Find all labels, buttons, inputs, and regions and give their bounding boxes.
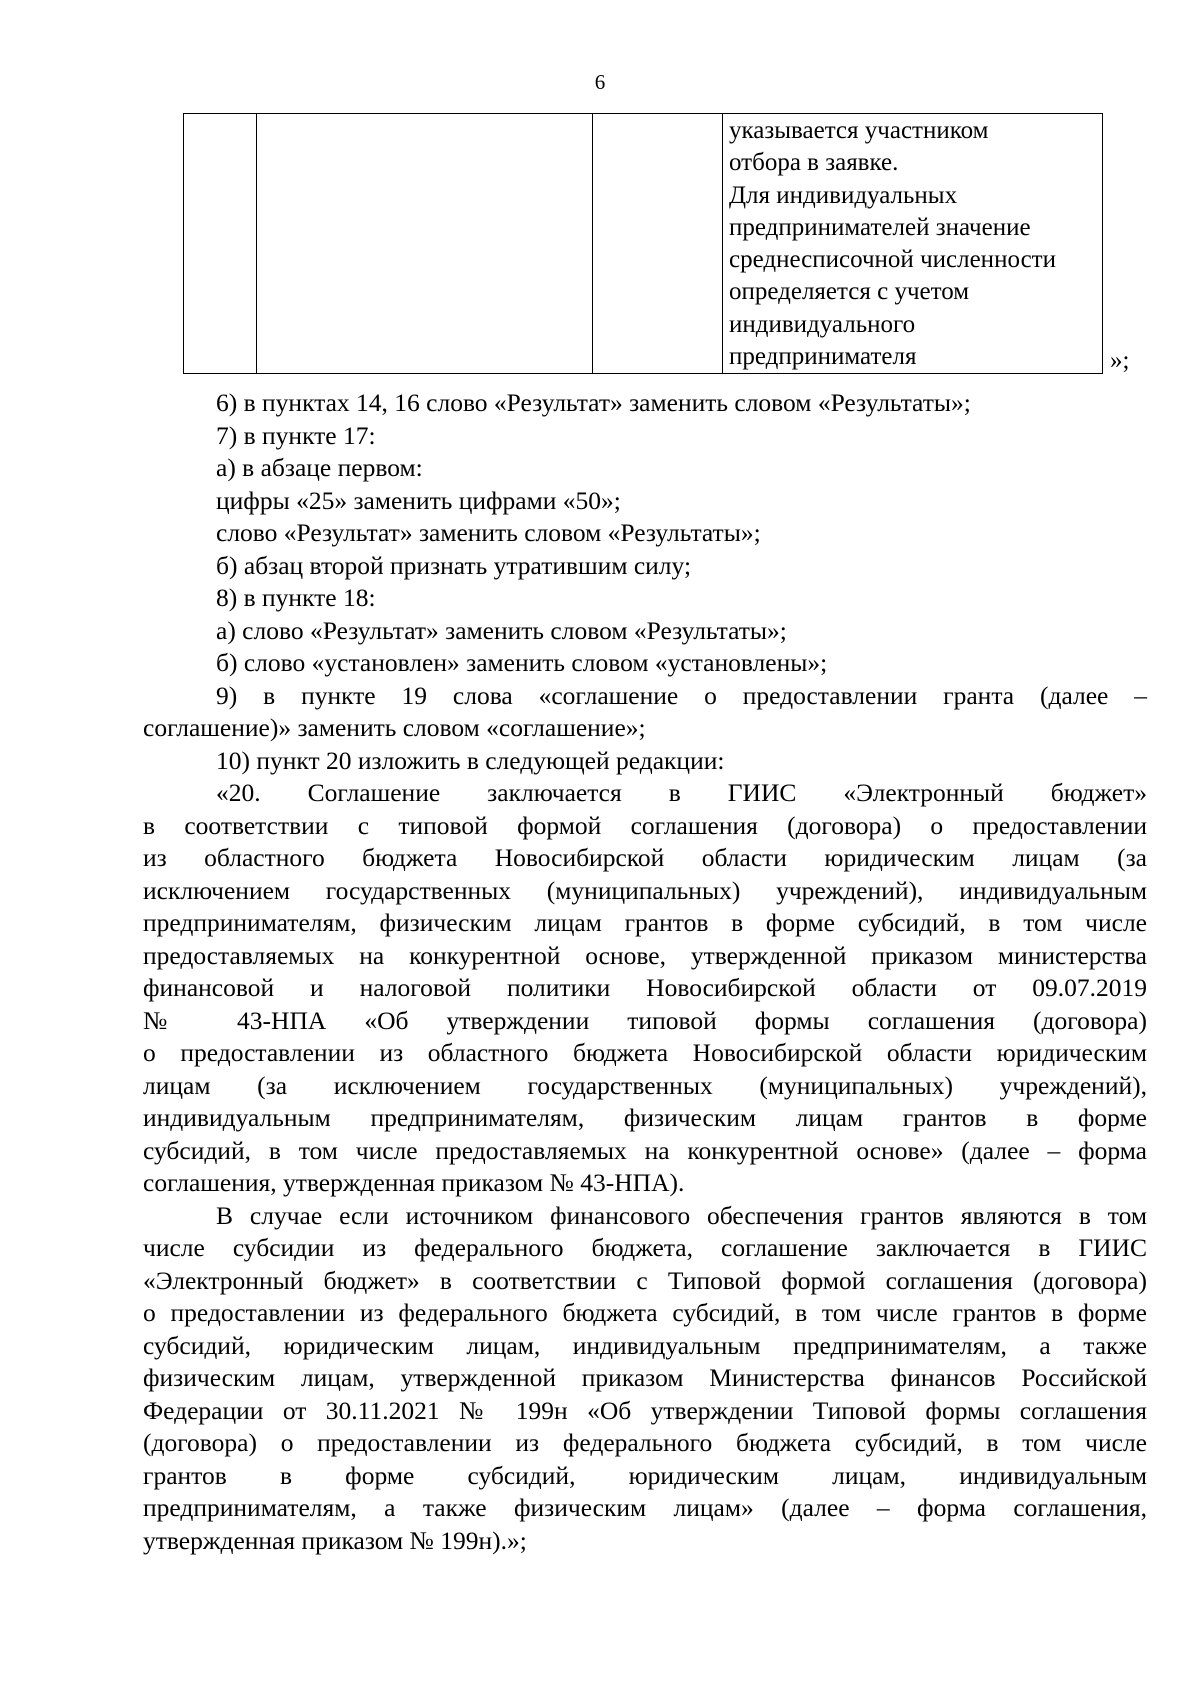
text-line: из областного бюджета Новосибирской области юридическим лицам (за — [143, 843, 1147, 872]
text-line: (договора) о предоставлении из федерального бюджета субсидий, в том числе — [143, 1428, 1147, 1457]
text-line: В случае если источником финансового обеспечения грантов являются в том — [216, 1200, 1147, 1230]
page-number: 6 — [594, 70, 606, 94]
text-line: соглашение)» заменить словом «соглашение»; — [143, 713, 646, 742]
text-line: числе субсидии из федерального бюджета, соглашение заключается в ГИИС — [143, 1233, 1147, 1262]
text-line: физическим лицам, утвержденной приказом Министерства финансов Российской — [143, 1363, 1147, 1392]
table-cell-line: предпринимателя — [729, 343, 917, 371]
text-line: 10) пункт 20 изложить в следующей редакции: — [216, 745, 725, 775]
closing-quote: »; — [1110, 347, 1130, 374]
text-line: б) абзац второй признать утратившим силу; — [216, 550, 692, 580]
text-line: слово «Результат» заменить словом «Результаты»; — [216, 518, 761, 547]
text-line: а) слово «Результат» заменить словом «Результаты»; — [216, 615, 787, 645]
text-line: соглашения, утвержденная приказом № 43-НПА). — [143, 1168, 685, 1197]
table-cell-line: указывается участником — [729, 117, 989, 144]
text-line: предоставляемых на конкурентной основе, утвержденной приказом министерства — [143, 940, 1147, 970]
table-cell-empty-1 — [184, 114, 257, 374]
text-line: субсидий, юридическим лицам, индивидуальным предпринимателям, а также — [143, 1330, 1147, 1360]
text-line: утвержденная приказом № 199н).»; — [143, 1525, 527, 1555]
text-line: субсидий, в том числе предоставляемых на конкурентной основе» (далее – форма — [143, 1135, 1147, 1165]
table-cell-line: определяется с учетом — [729, 278, 970, 306]
text-line: «Электронный бюджет» в соответствии с Типовой формой соглашения (договора) — [143, 1265, 1147, 1295]
table-cell-line: Для индивидуальных — [729, 181, 958, 209]
table-cell-text — [723, 114, 1102, 373]
text-line: предпринимателям, а также физическим лицам» (далее – форма соглашения, — [143, 1493, 1147, 1522]
text-line: о предоставлении из федерального бюджета субсидий, в том числе грантов в форме — [143, 1298, 1147, 1327]
text-line: предпринимателям, физическим лицам грантов в форме субсидий, в том числе — [143, 908, 1147, 937]
text-line: 9) в пункте 19 слова «соглашение о предоставлении гранта (далее – — [216, 680, 1147, 710]
document-body — [143, 387, 1147, 1557]
text-line: № 43-НПА «Об утверждении типовой формы соглашения (договора) — [143, 1005, 1147, 1035]
text-line: Федерации от 30.11.2021 № 199н «Об утверждении Типовой формы соглашения — [143, 1395, 1147, 1425]
text-line: «20. Соглашение заключается в ГИИС «Электронный бюджет» — [216, 778, 1147, 807]
text-line: в соответствии с типовой формой соглашения (договора) о предоставлении — [143, 810, 1147, 840]
text-line: индивидуальным предпринимателям, физическим лицам грантов в форме — [143, 1103, 1147, 1132]
text-line: 6) в пунктах 14, 16 слово «Результат» заменить словом «Результаты»; — [216, 388, 971, 417]
text-line: исключением государственных (муниципальных) учреждений), индивидуальным — [143, 875, 1147, 905]
text-line: финансовой и налоговой политики Новосибирской области от 09.07.2019 — [143, 973, 1147, 1002]
table-row — [184, 114, 1103, 374]
text-line: цифры «25» заменить цифрами «50»; — [216, 485, 621, 515]
continuation-table — [183, 113, 1103, 374]
text-line: грантов в форме субсидий, юридическим лицам, индивидуальным — [143, 1460, 1147, 1490]
table-cell-empty-3 — [593, 114, 723, 374]
text-line: а) в абзаце первом: — [216, 453, 423, 482]
text-line: б) слово «установлен» заменить словом «установлены»; — [216, 648, 828, 677]
table-cell-empty-2 — [257, 114, 593, 374]
table-cell-line: среднесписочной численности — [729, 246, 1056, 274]
table-cell-line: индивидуального — [729, 310, 916, 338]
table-cell-line: отбора в заявке. — [729, 149, 899, 177]
text-line: о предоставлении из областного бюджета Новосибирской области юридическим — [143, 1038, 1147, 1067]
text-line: 8) в пункте 18: — [216, 583, 376, 612]
text-line: лицам (за исключением государственных (муниципальных) учреждений), — [143, 1070, 1147, 1100]
text-line: 7) в пункте 17: — [216, 420, 376, 450]
table-cell-line: предпринимателей значение — [729, 213, 1031, 241]
table-cell-description — [723, 114, 1103, 374]
